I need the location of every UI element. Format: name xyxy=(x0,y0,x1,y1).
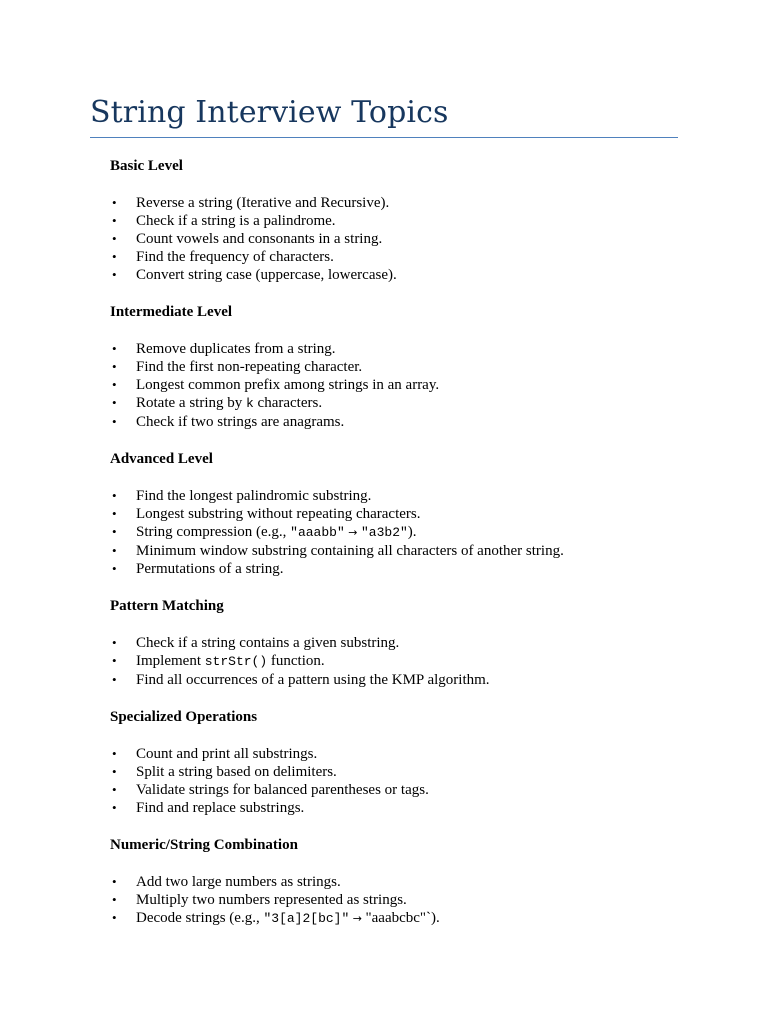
section xyxy=(110,449,678,578)
bullet-icon: • xyxy=(112,764,117,779)
list-item-text: Convert string case (uppercase, lowercase). xyxy=(136,267,397,283)
list-item-text: ). xyxy=(407,524,417,540)
list-item-text: function. xyxy=(267,653,325,669)
list-item-text: Check if two strings are anagrams. xyxy=(136,414,345,430)
list-item-text: Add two large numbers as strings. xyxy=(136,874,341,890)
list-item-text: Validate strings for balanced parentheses or tags. xyxy=(136,782,429,798)
topic-list xyxy=(110,634,678,689)
title-underline-rule xyxy=(90,137,678,138)
list-item-text: Find all occurrences of a pattern using the KMP algorithm. xyxy=(136,672,490,688)
bullet-icon: • xyxy=(112,910,117,925)
bullet-icon: • xyxy=(112,874,117,889)
document-title: String Interview Topics xyxy=(90,95,449,130)
list-item xyxy=(110,634,678,652)
section xyxy=(110,835,678,928)
list-item xyxy=(110,745,678,763)
bullet-icon: • xyxy=(112,782,117,797)
list-item-text: Find the first non-repeating character. xyxy=(136,359,363,375)
list-item xyxy=(110,763,678,781)
list-item-text: Longest common prefix among strings in an array. xyxy=(136,377,440,393)
list-item-text: Implement xyxy=(136,653,205,669)
bullet-icon: • xyxy=(112,892,117,907)
list-item-text: String compression (e.g., xyxy=(136,524,291,540)
topic-list xyxy=(110,340,678,431)
list-item xyxy=(110,891,678,909)
list-item xyxy=(110,376,678,394)
list-item xyxy=(110,194,678,212)
section xyxy=(110,707,678,817)
list-item-text: Minimum window substring containing all characters of another string. xyxy=(136,543,564,559)
bullet-icon: • xyxy=(112,506,117,521)
bullet-icon: • xyxy=(112,414,117,429)
bullet-icon: • xyxy=(112,488,117,503)
bullet-icon: • xyxy=(112,249,117,264)
bullet-icon: • xyxy=(112,267,117,282)
list-item-text: Decode strings (e.g., xyxy=(136,910,264,926)
section xyxy=(110,156,678,284)
bullet-icon: • xyxy=(112,359,117,374)
list-item-text: Multiply two numbers represented as strings. xyxy=(136,892,407,908)
list-item-text: Find the frequency of characters. xyxy=(136,249,334,265)
section-heading: Pattern Matching xyxy=(110,598,224,614)
list-item-text: Rotate a string by xyxy=(136,395,246,411)
list-item-text: Check if a string is a palindrome. xyxy=(136,213,336,229)
list-item xyxy=(110,340,678,358)
list-item-text: Find and replace substrings. xyxy=(136,800,305,816)
topic-list xyxy=(110,487,678,578)
bullet-icon: • xyxy=(112,395,117,410)
list-item xyxy=(110,266,678,284)
list-item-text: Permutations of a string. xyxy=(136,561,284,577)
bullet-icon: • xyxy=(112,377,117,392)
list-item xyxy=(110,909,678,928)
list-item-text: Split a string based on delimiters. xyxy=(136,764,337,780)
inline-code: "aaabb" xyxy=(290,525,345,540)
list-item-text: Count vowels and consonants in a string. xyxy=(136,231,383,247)
section xyxy=(110,596,678,689)
list-item xyxy=(110,230,678,248)
list-item xyxy=(110,212,678,230)
list-item-text: Find the longest palindromic substring. xyxy=(136,488,372,504)
bullet-icon: • xyxy=(112,635,117,650)
inline-code: "3[a]2[bc]" xyxy=(263,911,350,926)
bullet-icon: • xyxy=(112,746,117,761)
list-item-text: characters. xyxy=(253,395,323,411)
list-item-text: Count and print all substrings. xyxy=(136,746,318,762)
section xyxy=(110,302,678,431)
arrow-symbol: → xyxy=(344,526,361,539)
bullet-icon: • xyxy=(112,195,117,210)
bullet-icon: • xyxy=(112,543,117,558)
bullet-icon: • xyxy=(112,800,117,815)
bullet-icon: • xyxy=(112,231,117,246)
list-item xyxy=(110,560,678,578)
bullet-icon: • xyxy=(112,341,117,356)
list-item-text: Longest substring without repeating characters. xyxy=(136,506,421,522)
topic-list xyxy=(110,745,678,817)
topic-list xyxy=(110,194,678,284)
list-item-text: Check if a string contains a given substring. xyxy=(136,635,400,651)
inline-code: strStr() xyxy=(204,654,268,669)
topic-list xyxy=(110,873,678,928)
inline-code: k xyxy=(245,396,254,411)
section-heading: Specialized Operations xyxy=(110,709,258,725)
list-item xyxy=(110,542,678,560)
list-item xyxy=(110,394,678,413)
section-heading: Intermediate Level xyxy=(110,304,233,320)
list-item xyxy=(110,413,678,431)
bullet-icon: • xyxy=(112,213,117,228)
document-body xyxy=(110,156,678,946)
list-item xyxy=(110,799,678,817)
list-item xyxy=(110,487,678,505)
bullet-icon: • xyxy=(112,672,117,687)
list-item xyxy=(110,652,678,671)
section-heading: Basic Level xyxy=(110,158,183,174)
list-item-text: Remove duplicates from a string. xyxy=(136,341,336,357)
bullet-icon: • xyxy=(112,653,117,668)
list-item-text: "aaabcbc"`). xyxy=(365,910,440,926)
bullet-icon: • xyxy=(112,561,117,576)
list-item xyxy=(110,358,678,376)
list-item xyxy=(110,523,678,542)
arrow-symbol: → xyxy=(349,912,366,925)
section-heading: Advanced Level xyxy=(110,451,213,467)
list-item xyxy=(110,781,678,799)
list-item-text: Reverse a string (Iterative and Recursive). xyxy=(136,195,390,211)
inline-code: "a3b2" xyxy=(360,525,408,540)
list-item xyxy=(110,505,678,523)
section-heading: Numeric/String Combination xyxy=(110,837,298,853)
list-item xyxy=(110,873,678,891)
list-item xyxy=(110,671,678,689)
bullet-icon: • xyxy=(112,524,117,539)
list-item xyxy=(110,248,678,266)
